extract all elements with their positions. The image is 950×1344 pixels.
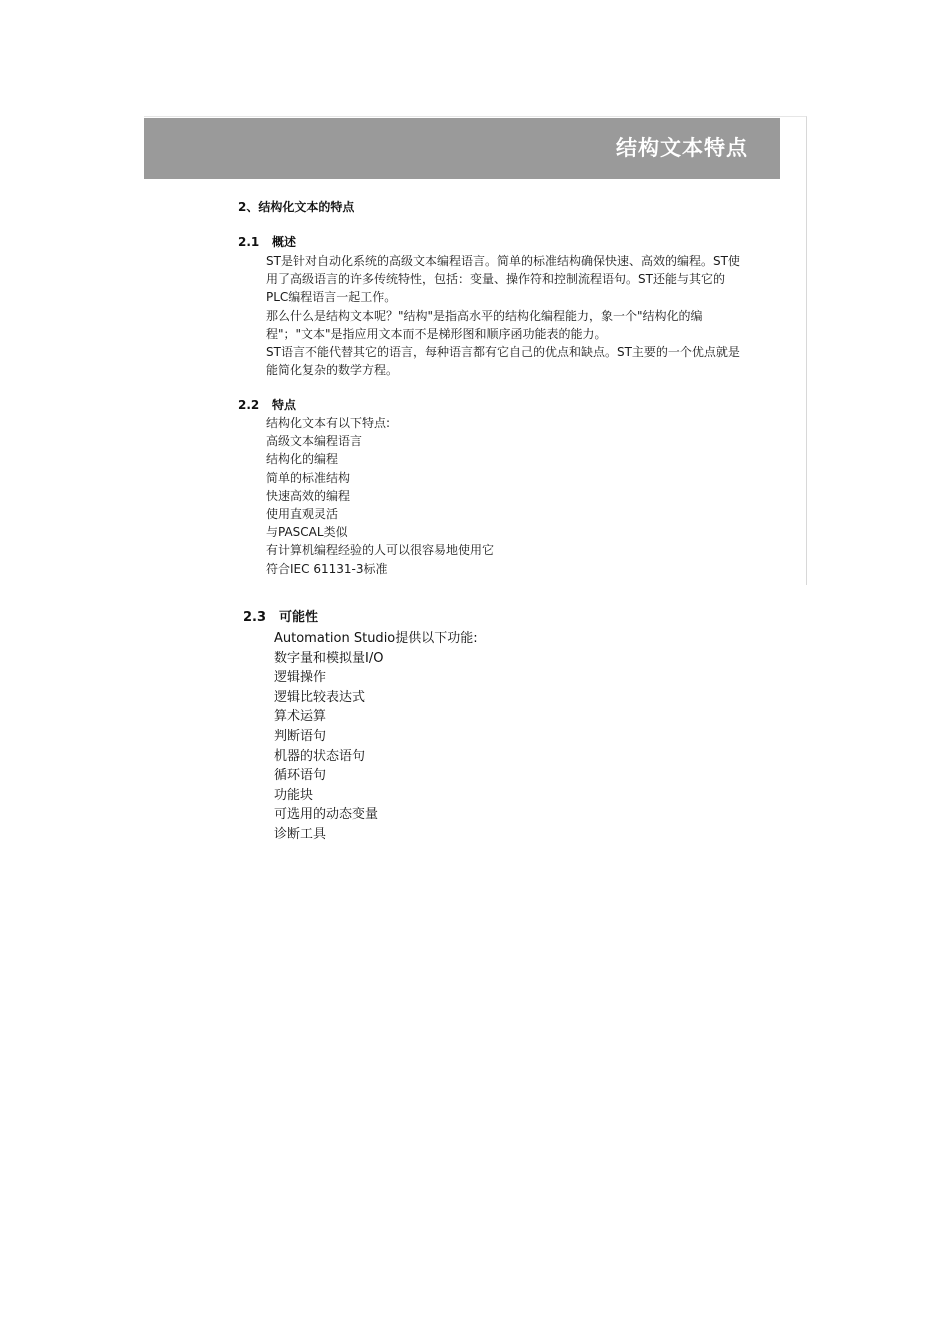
- list-item: 高级文本编程语言: [266, 434, 363, 449]
- subsection-label: 特点: [272, 398, 297, 412]
- list-item: 结构化文本有以下特点:: [266, 416, 391, 430]
- list-item: 逻辑操作: [274, 670, 327, 686]
- list-item: 判断语句: [274, 728, 327, 744]
- list-item: 快速高效的编程: [266, 488, 351, 503]
- possibility-list: [274, 629, 478, 845]
- list-item: 机器的状态语句: [274, 748, 366, 764]
- header-title: 结构文本特点: [616, 136, 748, 160]
- list-item: 诊断工具: [274, 826, 327, 842]
- overview-paragraph: ST是针对自动化系统的高级文本编程语言。简单的标准结构确保快速、高效的编程。ST使用了高级语言的许多传统特性，包括：变量、操作符和控制流程语句。ST还能与其它的PLC编程语言一起工作。: [266, 254, 740, 305]
- overview-paragraph: 那么什么是结构文本呢？"结构"是指高水平的结构化编程能力，象一个"结构化的编程"；"文本"是指应用文本而不是梯形图和顺序函功能表的能力。: [266, 308, 703, 341]
- overview-body: [266, 252, 742, 379]
- list-item: 符合IEC 61131-3标准: [266, 561, 388, 576]
- subsection-label: 可能性: [279, 610, 319, 625]
- subsection-label: 概述: [272, 235, 297, 249]
- list-item: Automation Studio提供以下功能:: [274, 631, 478, 646]
- subsection-features-heading: [238, 397, 296, 413]
- subsection-possibilities-heading: [243, 609, 318, 627]
- subsection-number: 2.3: [243, 610, 267, 625]
- list-item: 有计算机编程经验的人可以很容易地使用它: [266, 543, 495, 558]
- section-title: 2、结构化文本的特点: [238, 200, 355, 214]
- subsection-number: 2.2: [238, 398, 260, 412]
- list-item: 算术运算: [274, 709, 327, 725]
- list-item: 可选用的动态变量: [274, 807, 379, 823]
- list-item: 简单的标准结构: [266, 470, 351, 485]
- subsection-number: 2.1: [238, 235, 260, 249]
- list-item: 结构化的编程: [266, 452, 339, 467]
- list-item: 使用直观灵活: [266, 507, 339, 522]
- list-item: 与PASCAL类似: [266, 525, 348, 540]
- subsection-overview-heading: [238, 234, 296, 250]
- list-item: 数字量和模拟量I/O: [274, 650, 384, 666]
- list-item: 逻辑比较表达式: [274, 689, 366, 705]
- list-item: 功能块: [274, 787, 314, 803]
- header-band: [144, 118, 780, 179]
- overview-paragraph: ST语言不能代替其它的语言，每种语言都有它自己的优点和缺点。ST主要的一个优点就是能简化复杂的数学方程。: [266, 345, 740, 378]
- feature-list: [266, 414, 494, 578]
- list-item: 循环语句: [274, 768, 327, 784]
